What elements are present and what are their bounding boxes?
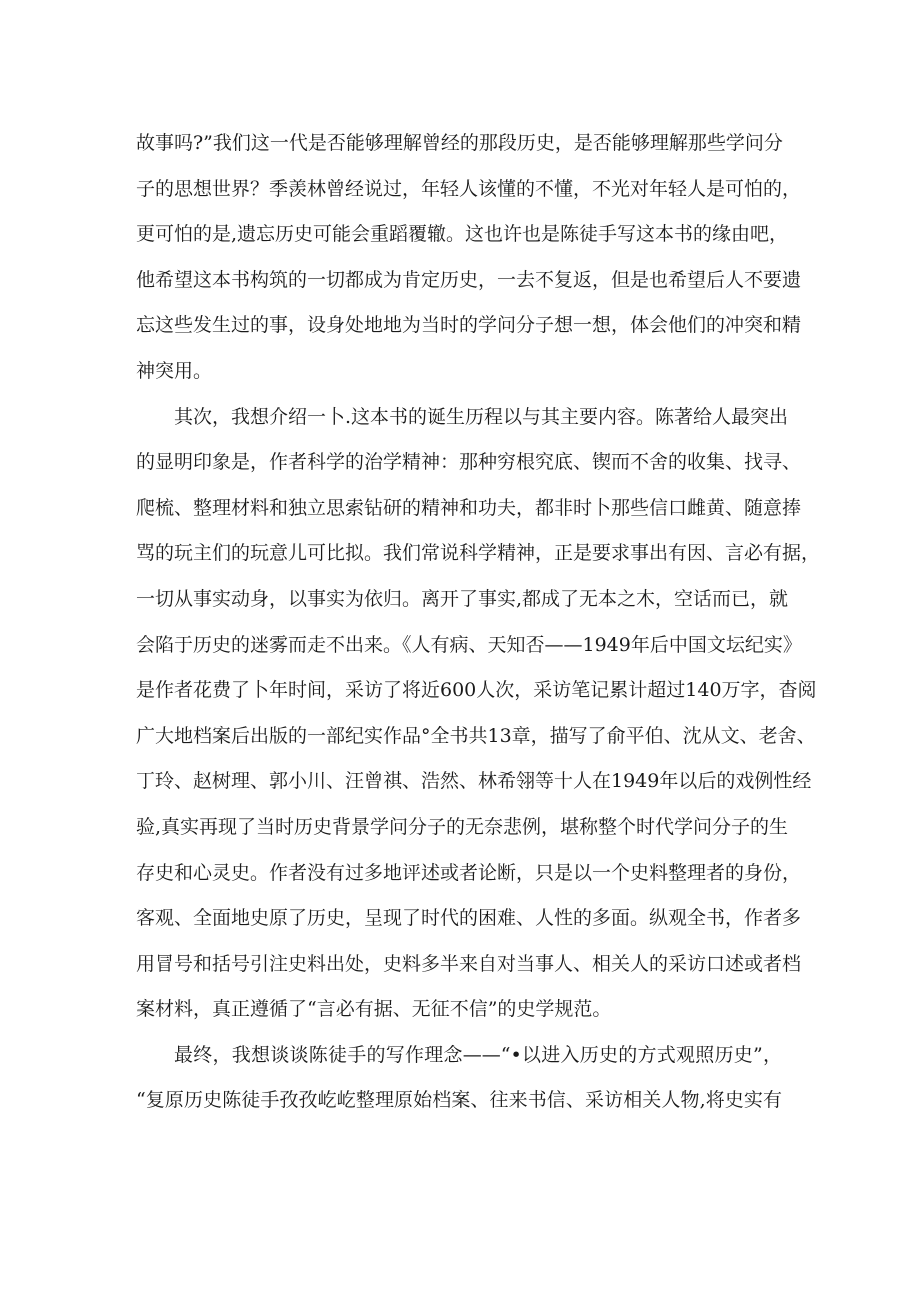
text-line: 故事吗?”我们这一代是否能够理解曾经的那段历史，是否能够理解那些学问分 [136, 132, 783, 154]
text-line: 验,真实再现了当时历史背景学问分子的无奈悲例，堪称整个时代学问分子的生 [136, 815, 789, 838]
text-line: 神突用。 [136, 359, 213, 382]
paragraph [136, 121, 802, 395]
text-line: 最终，我想谈谈陈徒手的写作理念——“•以进入历史的方式观照历史”， [174, 1043, 782, 1066]
document-body [136, 121, 821, 1124]
text-line: 骂的玩主们的玩意儿可比拟。我们常说科学精神，正是要求事出有因、言必有据， [136, 542, 821, 565]
paragraph [136, 1033, 782, 1124]
text-line: 是作者花费了卜年时间，采访了将近600人次，采访笔记累计超过140万字，杳阅 [136, 679, 817, 702]
text-line: 一切从事实动身，以事实为依归。离开了事实,都成了无本之木，空话而已，就 [136, 587, 789, 610]
text-line: 存史和心灵史。作者没有过多地评述或者论断，只是以一个史料整理者的身份， [136, 861, 802, 884]
text-line: 忘这些发生过的事，设身处地地为当时的学问分子想一想，体会他们的冲突和精 [136, 314, 802, 337]
paragraph [136, 395, 821, 1033]
text-line: 爬梳、整理材料和独立思索钻研的精神和功夫，都非时卜那些信口雌黄、随意捧 [136, 496, 802, 519]
text-line: 其次，我想介绍一卜.这本书的诞生历程以与其主要内容。陈著给人最突出 [174, 405, 789, 428]
text-line: 会陷于历史的迷雾而走不出来。《人有病、天知否——1949年后中国文坛纪实》 [136, 633, 802, 656]
text-line: 广大地档案后出版的一部纪实作品°全书共13章，描写了俞平伯、沈从文、老舍、 [136, 724, 816, 747]
text-line: 更可怕的是,遗忘历史可能会重蹈覆辙。这也许也是陈徒手写这本书的缘由吧， [136, 223, 789, 246]
text-line: 客观、全面地史原了历史，呈现了时代的困难、人性的多面。纵观全书，作者多 [136, 907, 802, 930]
text-line: 他希望这本书构筑的一切都成为肯定历史，一去不复返，但是也希望后人不要遗 [136, 268, 802, 291]
text-line: 的显明印象是，作者科学的治学精神：那种穷根究底、锲而不舍的收集、找寻、 [136, 451, 802, 474]
text-line: 案材料，真正遵循了“言必有据、无征不信”的史学规范。 [136, 998, 612, 1021]
text-line: “复原历史陈徒手孜孜屹屹整理原始档案、往来书信、采访相关人物,将史实有 [136, 1089, 782, 1112]
text-line: 用冒号和括号引注史料出处，史料多半来自对当事人、相关人的采访口述或者档 [136, 952, 802, 975]
text-line: 子的思想世界？季羡林曾经说过，年轻人该懂的不懂，不光对年轻人是可怕的， [136, 177, 802, 200]
text-line: 丁玲、赵树理、郭小川、汪曾祺、浩然、林希翎等十人在1949年以后的戏例性经 [136, 770, 812, 793]
